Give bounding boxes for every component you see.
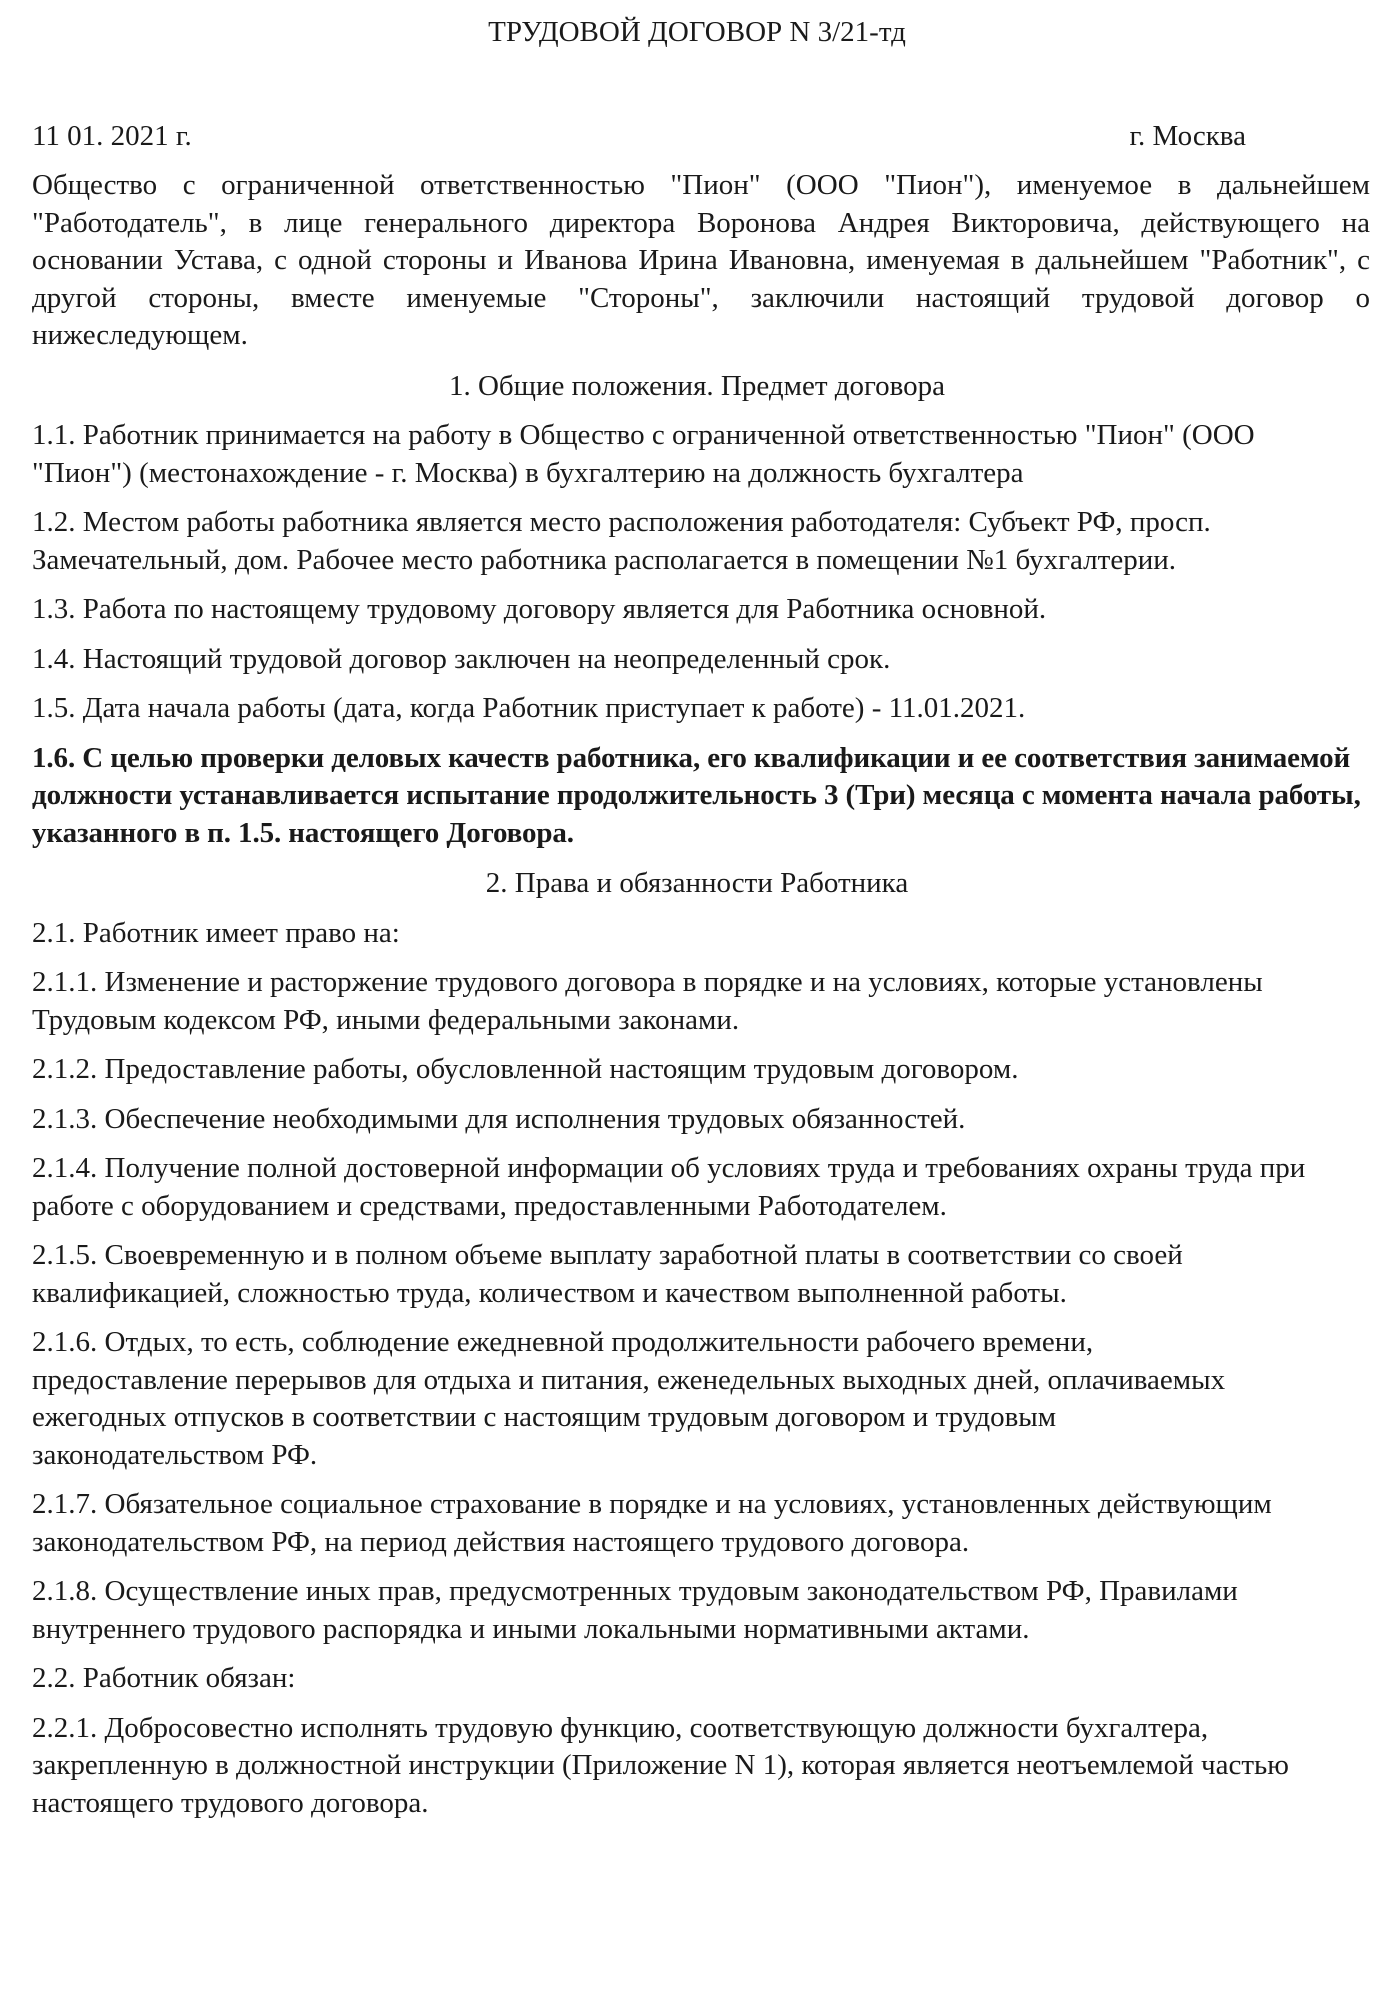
- clause-2-1-6: 2.1.6. Отдых, то есть, соблюдение ежедневной продолжительности рабочего времени, предоставление перерывов для отдыха и питания, еженедельных выходных дней, оплачиваемых ежегодных отпусков в соответствии с настоящим трудовым договором и трудовым законодательством РФ.: [32, 1326, 1226, 1471]
- clause-2-2: 2.2. Работник обязан:: [32, 1662, 296, 1694]
- contract-date: 11 01. 2021 г.: [32, 119, 192, 152]
- clause-2-1-3: 2.1.3. Обеспечение необходимыми для исполнения трудовых обязанностей.: [32, 1102, 966, 1135]
- clause-2-1: 2.1. Работник имеет право на:: [32, 916, 400, 949]
- contract-document: [32, 14, 1370, 1822]
- clause-2-1-2: 2.1.2. Предоставление работы, обусловленной настоящим трудовым договором.: [32, 1053, 1019, 1085]
- contract-city: г. Москва: [1129, 119, 1246, 152]
- clause-1-4: 1.4. Настоящий трудовой договор заключен на неопределенный срок.: [32, 642, 891, 675]
- clause-2-1-4: 2.1.4. Получение полной достоверной информации об условиях труда и требованиях охраны труда при работе с оборудованием и средствами, предоставленными Работодателем.: [32, 1152, 1306, 1222]
- document-title: ТРУДОВОЙ ДОГОВОР N 3/21-тд: [488, 16, 906, 48]
- clause-2-1-7: 2.1.7. Обязательное социальное страхование в порядке и на условиях, установленных действующим законодательством РФ, на период действия настоящего трудового договора.: [32, 1488, 1272, 1558]
- clause-2-2-1: 2.2.1. Добросовестно исполнять трудовую функцию, соответствующую должности бухгалтера, закрепленную в должностной инструкции (Приложение N 1), которая является неотъемлемой частью настоящего трудового договора.: [32, 1711, 1289, 1819]
- date-place-line: [32, 118, 1370, 156]
- clause-1-1: 1.1. Работник принимается на работу в Общество с ограниченной ответственностью "Пион" (ООО "Пион") (местонахождение - г. Москва) в бухгалтерию на должность бухгалтера: [32, 419, 1255, 489]
- clause-2-1-5: 2.1.5. Своевременную и в полном объеме выплату заработной платы в соответствии со своей квалификацией, сложностью труда, количеством и качеством выполненной работы.: [32, 1239, 1183, 1309]
- clause-1-6: 1.6. С целью проверки деловых качеств работника, его квалификации и ее соответствия занимаемой должности устанавливается испытание продолжительность 3 (Три) месяца с момента начала работы, указанного в п. 1.5. настоящего Договора.: [32, 741, 1361, 849]
- section-2-heading: 2. Права и обязанности Работника: [485, 867, 909, 899]
- clause-2-1-8: 2.1.8. Осуществление иных прав, предусмотренных трудовым законодательством РФ, Правилами внутреннего трудового распорядка и иными локальными нормативными актами.: [32, 1575, 1238, 1645]
- clause-1-5: 1.5. Дата начала работы (дата, когда Работник приступает к работе) - 11.01.2021.: [32, 692, 1026, 724]
- intro-paragraph: Общество с ограниченной ответственностью "Пион" (ООО "Пион"), именуемое в дальнейшем "Работодатель", в лице генерального директора Воронова Андрея Викторовича, действующего на основании Устава, с одной стороны и Иванова Ирина Ивановна, именуемая в дальнейшем "Работник", с другой стороны, вместе именуемые "Стороны", заключили настоящий трудовой договор о нижеследующем.: [32, 169, 1370, 351]
- clause-1-2: 1.2. Местом работы работника является место расположения работодателя: Субъект РФ, просп. Замечательный, дом. Рабочее место работника располагается в помещении №1 бухгалтерии.: [32, 506, 1211, 576]
- section-1-heading: 1. Общие положения. Предмет договора: [448, 369, 946, 402]
- clause-1-3: 1.3. Работа по настоящему трудовому договору является для Работника основной.: [32, 593, 1047, 625]
- clause-2-1-1: 2.1.1. Изменение и расторжение трудового договора в порядке и на условиях, которые установлены Трудовым кодексом РФ, иными федеральными законами.: [32, 966, 1263, 1036]
